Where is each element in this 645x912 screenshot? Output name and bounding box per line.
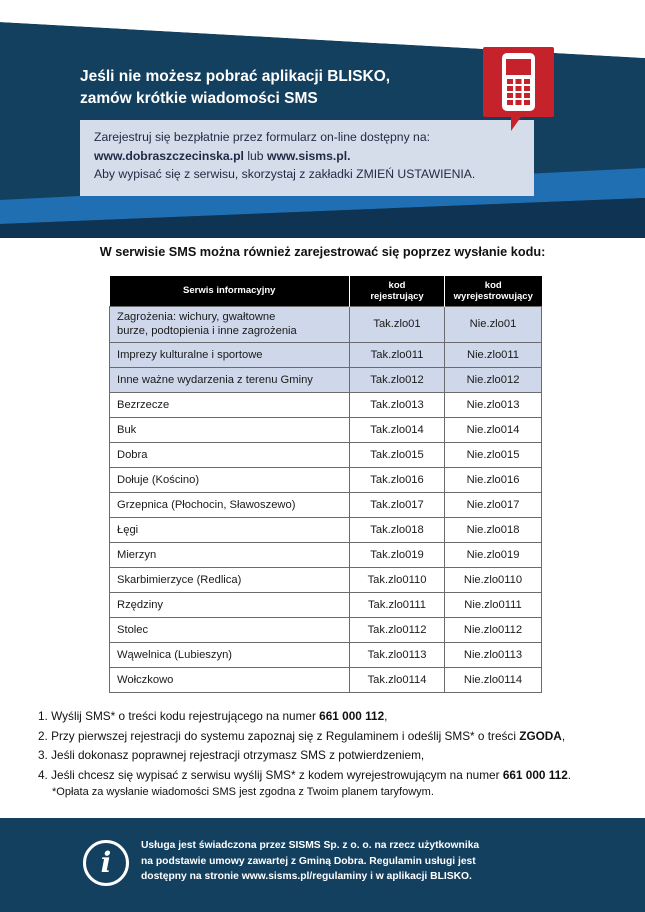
service-name: Stolec xyxy=(110,617,350,642)
table-row xyxy=(110,667,542,692)
header-unregister-line1: kod xyxy=(484,279,502,291)
register-code: Tak.zlo011 xyxy=(350,342,445,367)
register-code: Tak.zlo0112 xyxy=(350,617,445,642)
registration-info-box xyxy=(80,120,534,196)
service-name: Imprezy kulturalne i sportowe xyxy=(110,342,350,367)
table-row xyxy=(110,417,542,442)
info-icon: i xyxy=(83,840,129,886)
table-row xyxy=(110,342,542,367)
registration-line1: Zarejestruj się bezpłatnie przez formularz on-line dostępny na: xyxy=(94,130,431,144)
service-name: Rzędziny xyxy=(110,592,350,617)
service-name: Bezrzecze xyxy=(110,392,350,417)
codes-table xyxy=(109,276,542,693)
header-banner xyxy=(0,0,645,238)
unregister-code: Nie.zlo011 xyxy=(445,342,542,367)
register-code: Tak.zlo017 xyxy=(350,492,445,517)
header-register-line2: rejestrujący xyxy=(370,290,424,302)
unregister-code: Nie.zlo018 xyxy=(445,517,542,542)
footer-text xyxy=(141,838,479,885)
register-code: Tak.zlo01 xyxy=(350,306,445,342)
register-code: Tak.zlo019 xyxy=(350,542,445,567)
service-name: Łęgi xyxy=(110,517,350,542)
unregister-code: Nie.zlo019 xyxy=(445,542,542,567)
mobile-phone-icon xyxy=(481,45,556,133)
unsubscribe-line xyxy=(94,165,520,184)
service-name-line1: Zagrożenia: wichury, gwałtowne xyxy=(117,311,276,323)
table-row xyxy=(110,367,542,392)
header-register-code xyxy=(350,276,445,306)
table-header-row xyxy=(110,276,542,306)
step-2-text: 2. Przy pierwszej rejestracji do systemu zapoznaj się z Regulaminem i odeślij SMS* o treści xyxy=(38,728,516,743)
table-row xyxy=(110,306,542,342)
register-code: Tak.zlo016 xyxy=(350,467,445,492)
link-sisms[interactable]: www.sisms.pl. xyxy=(266,148,351,163)
registration-links xyxy=(94,147,520,166)
unsubscribe-text: Aby wypisać się z serwisu, skorzystaj z zakładki xyxy=(94,167,353,181)
service-name: Buk xyxy=(110,417,350,442)
service-name xyxy=(110,306,350,342)
step-2 xyxy=(38,727,571,747)
service-name: Wołczkowo xyxy=(110,667,350,692)
header-title-line1: Jeśli nie możesz pobrać aplikacji BLISKO, xyxy=(80,68,391,85)
table-row xyxy=(110,492,542,517)
step-1 xyxy=(38,707,571,727)
unregister-code: Nie.zlo01 xyxy=(445,306,542,342)
table-row xyxy=(110,617,542,642)
link-dobraszczecinska[interactable]: www.dobraszczecinska.pl xyxy=(94,148,244,163)
step-4-number: 661 000 112 xyxy=(502,767,568,782)
unregister-code: Nie.zlo0111 xyxy=(445,592,542,617)
step-1-text: 1. Wyślij SMS* o treści kodu rejestrującego na numer xyxy=(38,709,316,723)
header-title xyxy=(80,66,390,110)
unregister-code: Nie.zlo0113 xyxy=(445,642,542,667)
footer-line1: Usługa jest świadczona przez SISMS Sp. z o. o. na rzecz użytkownika xyxy=(141,840,480,851)
table-row xyxy=(110,467,542,492)
service-name: Grzepnica (Płochocin, Sławoszewo) xyxy=(110,492,350,517)
footer-line3: dostępny na stronie www.sisms.pl/regulaminy i w aplikacji BLISKO. xyxy=(141,871,472,882)
unregister-code: Nie.zlo017 xyxy=(445,492,542,517)
unregister-code: Nie.zlo0114 xyxy=(445,667,542,692)
service-name: Skarbimierzyce (Redlica) xyxy=(110,567,350,592)
register-code: Tak.zlo0113 xyxy=(350,642,445,667)
step-1-number: 661 000 112 xyxy=(319,709,385,723)
step-2-end: , xyxy=(561,728,566,743)
change-settings-label: ZMIEŃ USTAWIENIA. xyxy=(356,167,476,181)
header-service: Serwis informacyjny xyxy=(110,276,350,306)
register-code: Tak.zlo0111 xyxy=(350,592,445,617)
service-name: Dołuje (Kościno) xyxy=(110,467,350,492)
header-register-line1: kod xyxy=(388,279,406,291)
register-code: Tak.zlo014 xyxy=(350,417,445,442)
table-row xyxy=(110,542,542,567)
step-3: 3. Jeśli dokonasz poprawnej rejestracji otrzymasz SMS z potwierdzeniem, xyxy=(38,748,425,762)
step-4-end: . xyxy=(567,767,572,782)
table-row xyxy=(110,567,542,592)
register-code: Tak.zlo013 xyxy=(350,392,445,417)
header-unregister-code xyxy=(445,276,542,306)
step-2-keyword: ZGODA xyxy=(519,728,562,743)
unregister-code: Nie.zlo0112 xyxy=(445,617,542,642)
service-name: Mierzyn xyxy=(110,542,350,567)
header-unregister-line2: wyrejestrowujący xyxy=(453,290,533,302)
register-code: Tak.zlo015 xyxy=(350,442,445,467)
step-1-end: , xyxy=(384,709,388,723)
table-row xyxy=(110,642,542,667)
table-row xyxy=(110,592,542,617)
links-separator: lub xyxy=(247,148,264,163)
service-name: Inne ważne wydarzenia z terenu Gminy xyxy=(110,367,350,392)
step-4-text: 4. Jeśli chcesz się wypisać z serwisu wyślij SMS* z kodem wyrejestrowującym na numer xyxy=(38,767,500,782)
tariff-footnote: *Opłata za wysłanie wiadomości SMS jest zgodna z Twoim planem taryfowym. xyxy=(52,786,434,798)
table-row xyxy=(110,517,542,542)
intro-text: W serwisie SMS można również zarejestrować się poprzez wysłanie kodu: xyxy=(99,245,546,259)
register-code: Tak.zlo0110 xyxy=(350,567,445,592)
unregister-code: Nie.zlo012 xyxy=(445,367,542,392)
register-code: Tak.zlo0114 xyxy=(350,667,445,692)
unregister-code: Nie.zlo016 xyxy=(445,467,542,492)
table-row xyxy=(110,392,542,417)
service-name: Dobra xyxy=(110,442,350,467)
header-title-line2: zamów krótkie wiadomości SMS xyxy=(80,90,318,107)
footer-line2: na podstawie umowy zawartej z Gminą Dobra. Regulamin usługi jest xyxy=(141,855,476,867)
step-4 xyxy=(38,766,571,786)
register-code: Tak.zlo018 xyxy=(350,517,445,542)
unregister-code: Nie.zlo015 xyxy=(445,442,542,467)
register-code: Tak.zlo012 xyxy=(350,367,445,392)
table-row xyxy=(110,442,542,467)
footer-bar xyxy=(0,818,645,912)
service-name-line2: burze, podtopienia i inne zagrożenia xyxy=(117,325,297,337)
instruction-steps xyxy=(38,707,571,785)
unregister-code: Nie.zlo014 xyxy=(445,417,542,442)
service-name: Wąwelnica (Lubieszyn) xyxy=(110,642,350,667)
unregister-code: Nie.zlo013 xyxy=(445,392,542,417)
unregister-code: Nie.zlo0110 xyxy=(445,567,542,592)
codes-table-wrapper xyxy=(109,276,541,693)
